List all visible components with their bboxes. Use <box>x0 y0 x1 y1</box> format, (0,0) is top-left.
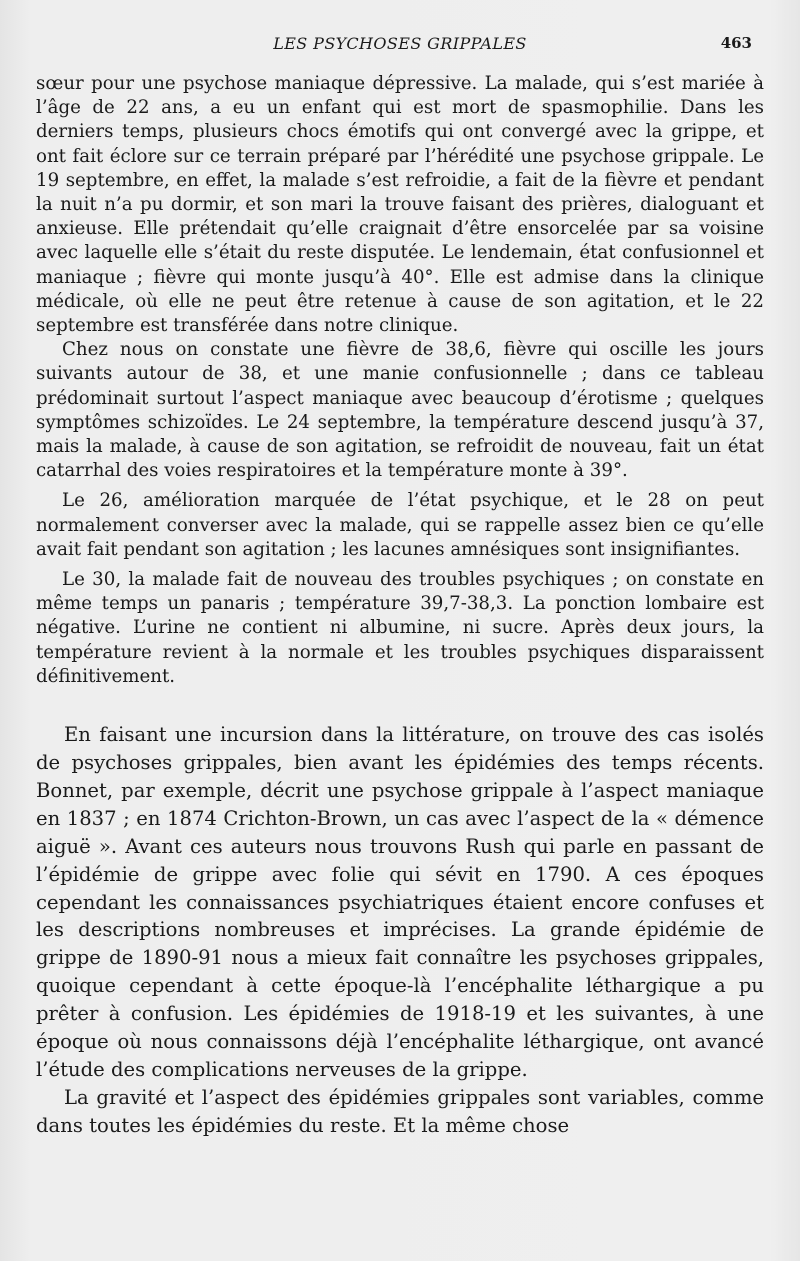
running-head <box>0 28 800 64</box>
paragraph-clinical-course: Chez nous on constate une fièvre de 38,6, fièvre qui oscille les jours suivants autour de 38, et une manie confusionnelle ; dans ce tableau prédominait surtout l’aspect maniaque avec beaucoup d’érotisme ; quelques symptômes schizoïdes. Le 24 septembre, la température descend jusqu’à 37, mais la malade, à cause de son agitation, se refroidit de nouveau, fait un état catarrhal des voies respiratoires et la température monte à 39°. <box>36 339 764 482</box>
paragraph-literature: En faisant une incursion dans la littérature, on trouve des cas isolés de psychoses grippales, bien avant les épidémies des temps récents. Bonnet, par exemple, décrit une psychose grippale à l’aspect maniaque en 1837 ; en 1874 Crichton-Brown, un cas avec l’aspect de la « démence aiguë ». Avant ces auteurs nous trouvons Rush qui parle en passant de l’épidémie de grippe avec folie qui sévit en 1790. A ces époques cependant les connaissances psychiatriques étaient encore confuses et les descriptions nombreuses et imprécises. La grande épidémie de grippe de 1890-91 nous a mieux fait connaître les psychoses grippales, quoique cependant à cette époque-là l’encéphalite léthargique a pu prêter à confusion. Les épidémies de 1918-19 et les suivantes, à une époque où nous connaissons déjà l’encéphalite léthargique, ont avancé l’étude des complications nerveuses de la grippe. <box>36 723 764 1081</box>
page-number: 463 <box>720 34 752 52</box>
body-text <box>36 72 764 1140</box>
paragraph-relapse: Le 30, la malade fait de nouveau des troubles psychiques ; on constate en même temps un panaris ; température 39,7-38,3. La ponction lombaire est négative. L’urine ne contient ni albumine, ni sucre. Après deux jours, la température revient à la normale et les troubles psychiques disparaissent définitivement. <box>36 569 764 687</box>
paragraph-severity: La gravité et l’aspect des épidémies grippales sont variables, comme dans toutes les épidémies du reste. Et la même chose <box>36 1085 764 1137</box>
running-title: LES PSYCHOSES GRIPPALES <box>273 34 527 53</box>
paragraph-improvement: Le 26, amélioration marquée de l’état psychique, et le 28 on peut normalement converser avec la malade, qui se rappelle assez bien ce qu’elle avait fait pendant son agitation ; les lacunes amnésiques sont insignifiantes. <box>36 490 764 560</box>
paragraph-continuation: sœur pour une psychose maniaque dépressive. La malade, qui s’est mariée à l’âge de 22 ans, a eu un enfant qui est mort de spasmophilie. Dans les derniers temps, plusieurs chocs émotifs qui ont convergé avec la grippe, et ont fait éclore sur ce terrain préparé par l’hérédité une psychose grippale. Le 19 septembre, en effet, la malade s’est refroidie, a fait de la fièvre et pendant la nuit n’a pu dormir, et son mari la trouve faisant des prières, dialoguant et anxieuse. Elle prétendait qu’elle craignait d’être ensorcelée par sa voisine avec laquelle elle s’était du reste disputée. Le lendemain, état confusionnel et maniaque ; fièvre qui monte jusqu’à 40°. Elle est admise dans la clinique médicale, où elle ne peut être retenue à cause de son agitation, et le 22 septembre est transférée dans notre clinique. <box>36 73 764 337</box>
